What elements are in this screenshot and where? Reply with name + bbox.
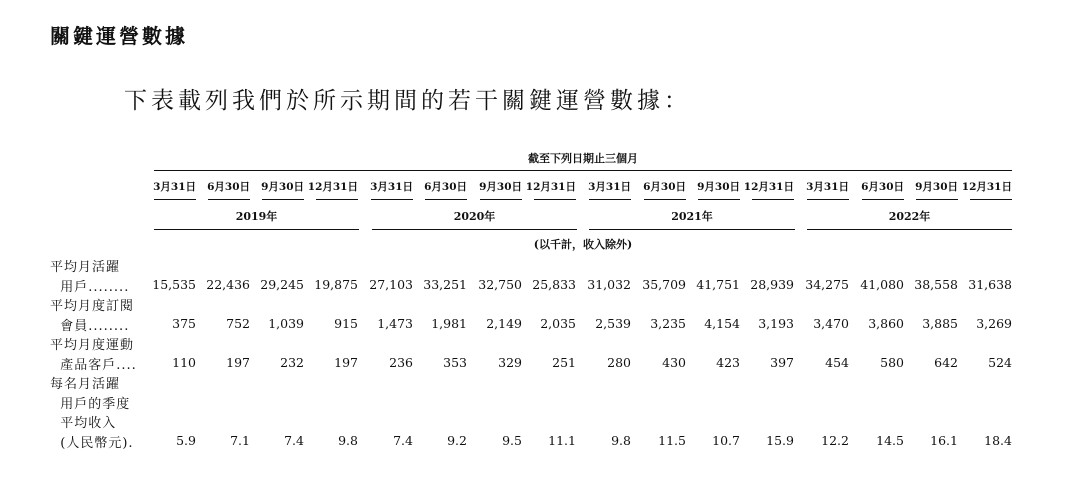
table-cell: 375 (172, 316, 196, 331)
table-cell: 11.1 (548, 433, 576, 448)
table-cell: 3,269 (976, 316, 1012, 331)
table-cell: 251 (552, 355, 576, 370)
table-cell: 7.4 (284, 433, 304, 448)
table-cell: 110 (172, 355, 196, 370)
row-label (50, 258, 129, 297)
table-cell: 32,750 (478, 277, 522, 292)
row-label-line: 用戶........ (50, 279, 130, 295)
table-cell: 3,860 (868, 316, 904, 331)
column-header-quarter: 6月30日 (861, 181, 904, 193)
table-cell: 430 (662, 355, 686, 370)
unit-note: (以千計，收入除外) (533, 238, 633, 251)
table-cell: 25,833 (532, 277, 576, 292)
column-header-quarter: 3月31日 (806, 181, 849, 193)
column-header-quarter: 3月31日 (153, 181, 196, 193)
year-group-rule (589, 229, 795, 230)
table-cell: 14.5 (876, 433, 904, 448)
column-header-underline (262, 199, 304, 200)
column-header-underline (480, 199, 522, 200)
column-header-underline (916, 199, 958, 200)
table-cell: 33,251 (423, 277, 467, 292)
table-cell: 423 (716, 355, 740, 370)
table-cell: 3,885 (922, 316, 958, 331)
table-cell: 329 (498, 355, 522, 370)
table-cell: 197 (226, 355, 250, 370)
table-cell: 19,875 (314, 277, 358, 292)
column-header-quarter: 9月30日 (915, 181, 958, 193)
table-cell: 197 (334, 355, 358, 370)
column-header-underline (154, 199, 196, 200)
table-cell: 35,709 (642, 277, 686, 292)
column-header-quarter: 12月31日 (743, 181, 794, 193)
period-header: 截至下列日期止三個月 (528, 152, 638, 165)
intro-text: 下表載列我們於所示期間的若干關鍵運營數據： (124, 88, 691, 114)
table-cell: 28,939 (750, 277, 794, 292)
table-cell: 34,275 (805, 277, 849, 292)
column-header-underline (698, 199, 740, 200)
table-cell: 15,535 (152, 277, 196, 292)
column-header-quarter: 3月31日 (370, 181, 413, 193)
table-cell: 752 (226, 316, 250, 331)
year-group-header: 2021年 (671, 210, 713, 223)
table-cell: 280 (607, 355, 631, 370)
year-group-rule (807, 229, 1012, 230)
year-group-header: 2019年 (235, 210, 278, 223)
table-top-rule (154, 170, 1012, 171)
table-cell: 2,149 (486, 316, 522, 331)
year-group-header: 2022年 (888, 210, 931, 223)
column-header-quarter: 12月31日 (307, 181, 358, 193)
row-label-line: 每名月活躍 (50, 377, 121, 392)
column-header-underline (316, 199, 358, 200)
row-label-line: 會員........ (50, 318, 130, 334)
table-cell: 9.2 (447, 433, 467, 448)
section-title: 關鍵運營數據 (50, 24, 188, 48)
table-cell: 15.9 (766, 433, 794, 448)
row-label-line: 產品客戶.... (50, 357, 137, 373)
table-cell: 1,473 (377, 316, 413, 331)
table-cell: 236 (389, 355, 413, 370)
row-label (50, 375, 134, 453)
column-header-underline (644, 199, 686, 200)
table-cell: 353 (443, 355, 467, 370)
row-label-line: 平均月度訂閱 (50, 299, 135, 314)
column-header-quarter: 6月30日 (643, 181, 686, 193)
row-label-line: 平均月活躍 (50, 260, 121, 275)
row-label (50, 297, 134, 336)
row-label-line: 平均收入 (50, 416, 117, 431)
column-header-quarter: 6月30日 (424, 181, 467, 193)
column-header-quarter: 9月30日 (697, 181, 740, 193)
table-cell: 9.8 (338, 433, 358, 448)
table-cell: 1,981 (431, 316, 467, 331)
column-header-underline (807, 199, 849, 200)
year-group-rule (154, 229, 359, 230)
table-cell: 31,638 (968, 277, 1012, 292)
table-cell: 10.7 (712, 433, 740, 448)
table-cell: 642 (934, 355, 958, 370)
column-header-underline (862, 199, 904, 200)
column-header-quarter: 9月30日 (479, 181, 522, 193)
table-cell: 11.5 (658, 433, 686, 448)
column-header-quarter: 9月30日 (261, 181, 304, 193)
table-cell: 454 (825, 355, 849, 370)
column-header-quarter: 12月31日 (961, 181, 1012, 193)
table-cell: 5.9 (176, 433, 196, 448)
table-cell: 7.4 (393, 433, 413, 448)
table-cell: 232 (280, 355, 304, 370)
table-cell: 22,436 (206, 277, 250, 292)
table-cell: 4,154 (704, 316, 740, 331)
column-header-quarter: 3月31日 (588, 181, 631, 193)
table-cell: 3,235 (650, 316, 686, 331)
table-cell: 41,751 (696, 277, 740, 292)
table-cell: 524 (988, 355, 1012, 370)
table-cell: 580 (880, 355, 904, 370)
table-cell: 31,032 (587, 277, 631, 292)
table-cell: 12.2 (821, 433, 849, 448)
table-cell: 1,039 (268, 316, 304, 331)
table-cell: 9.5 (502, 433, 522, 448)
table-cell: 41,080 (860, 277, 904, 292)
column-header-underline (589, 199, 631, 200)
year-group-rule (372, 229, 577, 230)
column-header-underline (208, 199, 250, 200)
table-cell: 397 (770, 355, 794, 370)
row-label-line: 用戶的季度 (50, 396, 131, 412)
column-header-underline (752, 199, 794, 200)
table-cell: 915 (334, 316, 358, 331)
table-cell: 2,035 (540, 316, 576, 331)
table-cell: 9.8 (611, 433, 631, 448)
column-header-underline (534, 199, 576, 200)
table-cell: 27,103 (369, 277, 413, 292)
row-label-line: 平均月度運動 (50, 338, 135, 353)
column-header-quarter: 12月31日 (525, 181, 576, 193)
row-label-line: (人民幣元). (50, 435, 134, 451)
table-cell: 38,558 (914, 277, 958, 292)
year-group-header: 2020年 (453, 210, 496, 223)
table-cell: 3,470 (813, 316, 849, 331)
table-cell: 2,539 (595, 316, 631, 331)
column-header-underline (371, 199, 413, 200)
row-label (50, 336, 137, 375)
table-cell: 29,245 (260, 277, 304, 292)
table-cell: 16.1 (930, 433, 958, 448)
table-cell: 18.4 (984, 433, 1012, 448)
column-header-underline (425, 199, 467, 200)
column-header-quarter: 6月30日 (207, 181, 250, 193)
column-header-underline (970, 199, 1012, 200)
table-cell: 3,193 (758, 316, 794, 331)
table-cell: 7.1 (230, 433, 250, 448)
